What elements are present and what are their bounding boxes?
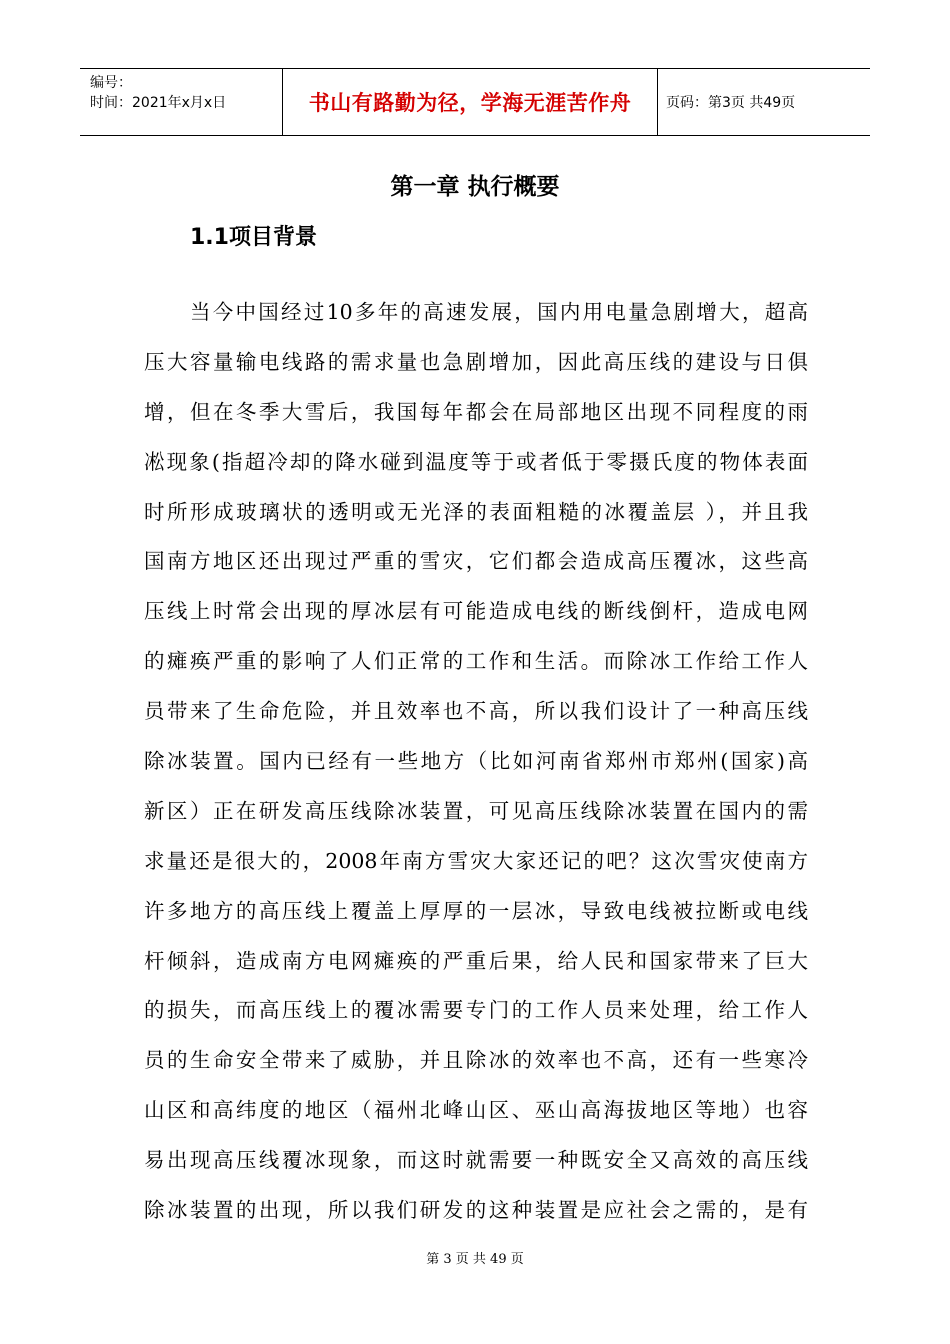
body-line: 员带来了生命危险，并且效率也不高，所以我们设计了一种高压线 <box>144 699 808 724</box>
page-footer: 第 3 页 共 49 页 <box>426 1252 524 1267</box>
body-line: 国南方地区还出现过严重的雪灾，它们都会造成高压覆冰，这些高 <box>144 549 808 574</box>
body-line: 许多地方的高压线上覆盖上厚厚的一层冰，导致电线被拉断或电线 <box>144 898 808 923</box>
body-line: 压线上时常会出现的厚冰层有可能造成电线的断线倒杆，造成电网 <box>144 599 808 624</box>
body-paragraph <box>144 288 808 1236</box>
chapter-title: 第一章 执行概要 <box>390 174 560 200</box>
body-line: 新区）正在研发高压线除冰装置，可见高压线除冰装置在国内的需 <box>144 798 808 823</box>
page-header <box>80 68 870 136</box>
date-label: 时间：2021年x月x日 <box>90 95 227 111</box>
body-line: 员的生命安全带来了威胁，并且除冰的效率也不高，还有一些寒冷 <box>144 1048 808 1073</box>
body-line: 的损失，而高压线上的覆冰需要专门的工作人员来处理，给工作人 <box>144 998 808 1023</box>
body-line: 除冰装置的出现，所以我们研发的这种装置是应社会之需的，是有 <box>144 1198 808 1223</box>
header-page-info: 页码：第3页 共49页 <box>666 95 796 111</box>
body-line: 凇现象(指超冷却的降水碰到温度等于或者低于零摄氏度的物体表面 <box>144 449 808 474</box>
body-line: 山区和高纬度的地区（福州北峰山区、巫山高海拔地区等地）也容 <box>144 1098 808 1123</box>
body-line: 压大容量输电线路的需求量也急剧增加，因此高压线的建设与日俱 <box>144 349 808 374</box>
body-line: 时所形成玻璃状的透明或无光泽的表面粗糙的冰覆盖层 ），并且我 <box>144 499 808 524</box>
body-line: 易出现高压线覆冰现象，而这时就需要一种既安全又高效的高压线 <box>144 1148 808 1173</box>
header-meta <box>80 69 282 135</box>
header-motto: 书山有路勤为径，学海无涯苦作舟 <box>308 91 632 115</box>
section-title: 1.1项目背景 <box>190 225 317 250</box>
body-line: 的瘫痪严重的影响了人们正常的工作和生活。而除冰工作给工作人 <box>144 649 808 674</box>
header-motto-cell <box>282 69 658 135</box>
body-line: 当今中国经过10多年的高速发展，国内用电量急剧增大，超高 <box>190 300 808 324</box>
body-line: 除冰装置。国内已经有一些地方（比如河南省郑州市郑州(国家)高 <box>144 749 808 774</box>
body-line: 增，但在冬季大雪后，我国每年都会在局部地区出现不同程度的雨 <box>144 399 808 424</box>
number-label: 编号： <box>90 75 132 91</box>
body-line: 求量还是很大的，2008年南方雪灾大家还记的吧？这次雪灾使南方 <box>144 848 808 873</box>
body-line: 杆倾斜，造成南方电网瘫痪的严重后果，给人民和国家带来了巨大 <box>144 948 808 973</box>
